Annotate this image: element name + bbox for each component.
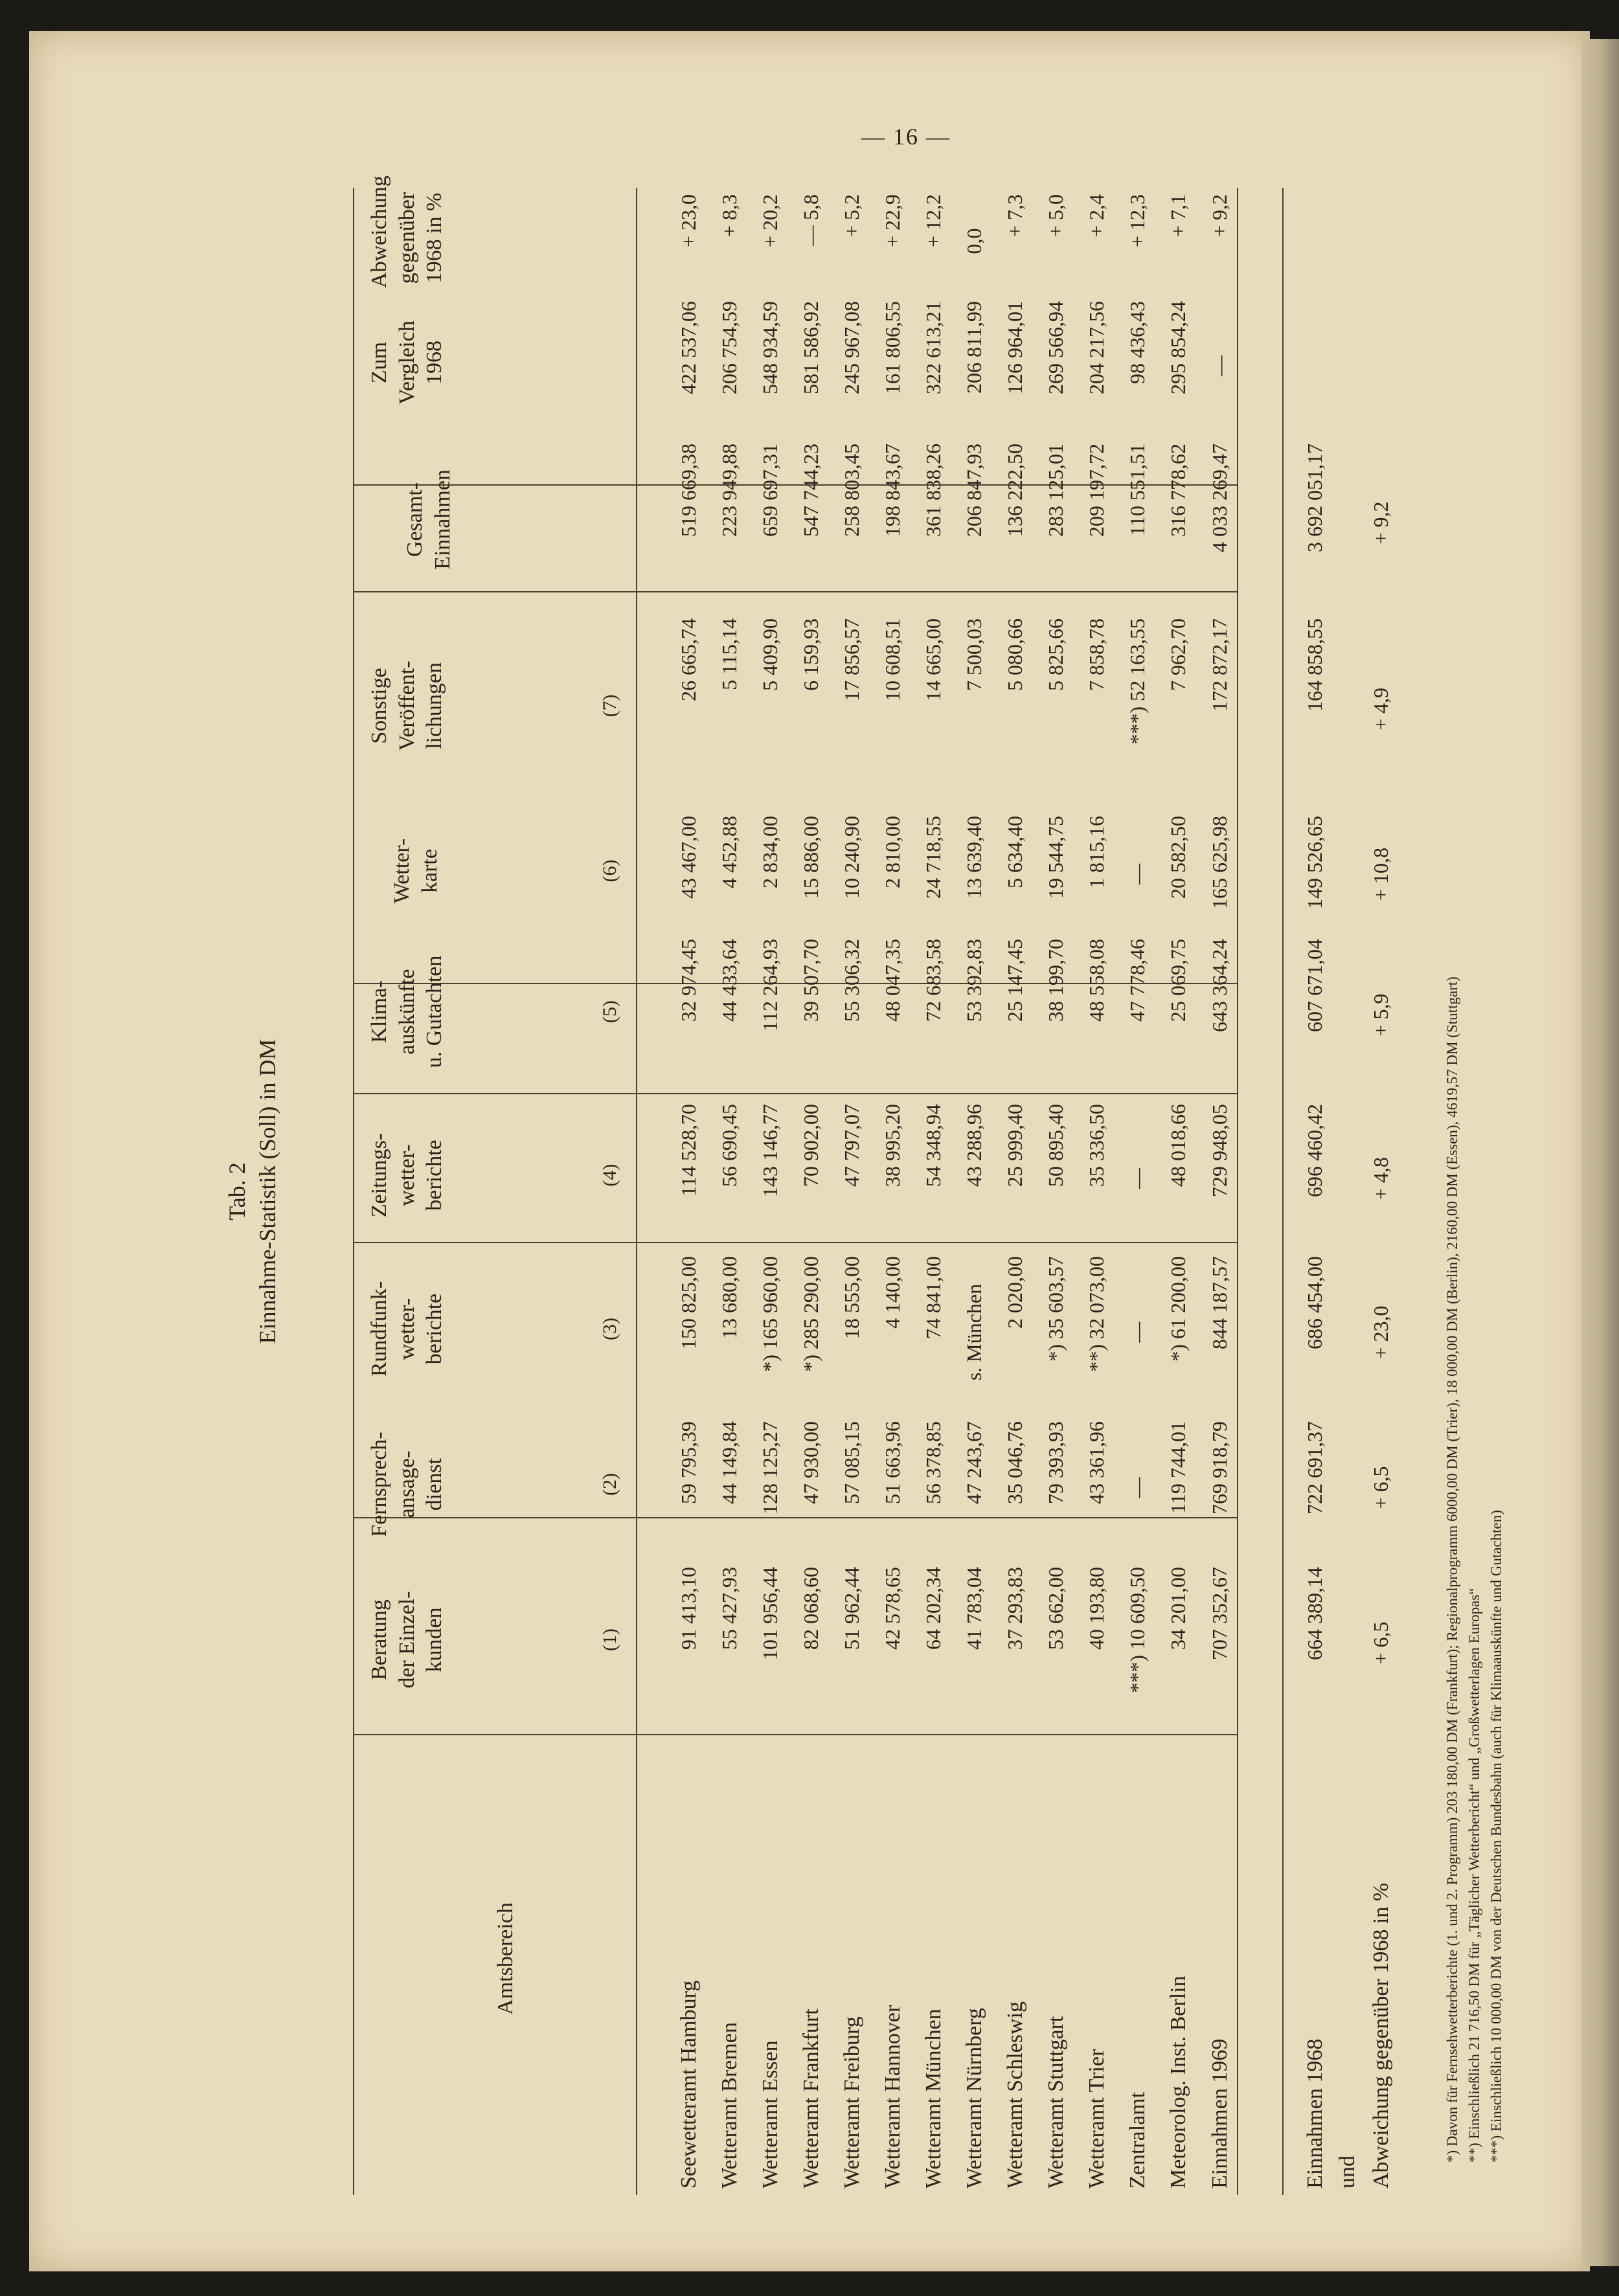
- column-header: Zum Vergleich 1968: [367, 321, 446, 405]
- column-header: Zeitungs- wetter- berichte: [367, 1132, 446, 1218]
- footnote: **) Einschließlich 21 716,50 DM für „Täglicher Wetterbericht“ und „Großwetterlagen Europas“: [1466, 1588, 1482, 2163]
- table-row-cell: 126 964,01: [1003, 301, 1026, 394]
- table-row-cell: 7 858,78: [1085, 618, 1108, 691]
- table-row-label: Zentralamt: [1126, 2091, 1149, 2189]
- column-header: Sonstige Veröffent- lichungen: [367, 660, 446, 751]
- total-1968-row-cell: 607 671,04: [1303, 939, 1326, 1032]
- table-row-cell: 245 967,08: [840, 301, 863, 394]
- table-row-cell: *) 61 200,00: [1166, 1256, 1190, 1362]
- table-row-cell: 209 197,72: [1085, 444, 1108, 537]
- table-row-label: Wetteramt München: [922, 2009, 945, 2189]
- table-row-cell: 70 902,00: [799, 1104, 822, 1187]
- column-header: Gesamt- Einnahmen: [403, 469, 455, 570]
- column-header: Rundfunk- wetter- berichte: [367, 1281, 446, 1377]
- column-header: Wetter- karte: [390, 838, 442, 904]
- table-row-cell: 43 467,00: [677, 816, 700, 899]
- table-row-cell: —: [1126, 1477, 1149, 1498]
- table-row-cell: 143 146,77: [758, 1104, 782, 1197]
- table-row-cell: —: [1126, 864, 1149, 884]
- table-row-cell: 44 433,64: [718, 939, 741, 1022]
- table-row-cell: 42 578,65: [881, 1567, 904, 1650]
- table-row-cell: 204 217,56: [1085, 301, 1108, 394]
- table-row-cell: 295 854,24: [1166, 301, 1190, 394]
- table-row-cell: 35 336,50: [1085, 1104, 1108, 1187]
- table-row-cell: 269 566,94: [1044, 301, 1067, 394]
- table-row-cell: 316 778,62: [1166, 444, 1190, 537]
- table-row-cell: *) 35 603,57: [1044, 1256, 1067, 1362]
- table-row-cell: 82 068,60: [799, 1567, 822, 1650]
- table-row-cell: 519 669,38: [677, 444, 700, 537]
- table-row-cell: 547 744,23: [799, 444, 822, 537]
- footnote: *) Davon für Fernsehwetterberichte (1. und 2. Programm) 203 180,00 DM (Frankfurt); Regionalprogramm 6000,00 DM (Trier), 18 000,00 DM (Berlin), 2160,00 DM (Essen), 4619,57 DM (Stuttgart): [1444, 976, 1460, 2163]
- table-row-cell: 37 293,83: [1003, 1567, 1026, 1650]
- table-row-cell: 361 838,26: [922, 444, 945, 537]
- table-row-cell: 91 413,10: [677, 1567, 700, 1650]
- table-row-cell: 5 115,14: [718, 618, 741, 690]
- table-row-cell: 51 663,96: [881, 1421, 904, 1504]
- table-row-cell: 32 974,45: [677, 939, 700, 1022]
- table-row-cell: 4 140,00: [881, 1256, 904, 1329]
- table-row-cell: 4 452,88: [718, 816, 741, 888]
- deviation-cell: + 6,5: [1369, 1466, 1392, 1509]
- table-row-cell: 55 306,32: [840, 939, 863, 1022]
- table-row-cell: + 2,4: [1085, 194, 1108, 238]
- table-row-cell: s. München: [962, 1283, 986, 1381]
- total-1968-row-cell: 722 691,37: [1303, 1421, 1326, 1514]
- table-row-cell: *) 285 290,00: [799, 1256, 822, 1372]
- table-row-cell: 41 783,04: [962, 1567, 986, 1650]
- table-row-cell: 24 718,55: [922, 816, 945, 899]
- table-row-cell: 5 080,66: [1003, 618, 1026, 691]
- column-header: Abweichung gegenüber 1968 in %: [367, 175, 446, 288]
- table-row-cell: + 12,2: [922, 194, 945, 248]
- table-row-cell: 2 834,00: [758, 816, 782, 888]
- table-row-cell: 581 586,92: [799, 301, 822, 394]
- table-row-cell: 15 886,00: [799, 816, 822, 899]
- footnote: ***) Einschließlich 10 000,00 DM von der Deutschen Bundesbahn (auch für Klimaauskünfte und Gutachten): [1488, 1510, 1504, 2163]
- table-row-cell: 283 125,01: [1044, 444, 1067, 537]
- table-row-label: Wetteramt Essen: [758, 2040, 782, 2189]
- table-row-cell: + 7,3: [1003, 194, 1026, 238]
- table-row-cell: 38 199,70: [1044, 939, 1067, 1022]
- column-number: (5): [599, 1000, 620, 1023]
- table-row-cell: 39 507,70: [799, 939, 822, 1022]
- total-1969-row-cell: + 9,2: [1208, 194, 1231, 238]
- deviation-cell: + 9,2: [1369, 501, 1392, 545]
- table-row-label: Wetteramt Freiburg: [840, 2016, 864, 2189]
- total-1969-row-cell: 844 187,57: [1208, 1256, 1231, 1349]
- table-row-cell: 18 555,00: [840, 1256, 863, 1339]
- column-header: Beratung der Einzel- kunden: [367, 1591, 446, 1689]
- table-row-cell: 7 962,70: [1166, 618, 1190, 691]
- total-1969-row-cell: —: [1208, 355, 1231, 376]
- table-row-cell: 43 288,96: [962, 1104, 986, 1187]
- table-row-cell: 17 856,57: [840, 618, 863, 701]
- table-row-label: Meteorolog. Inst. Berlin: [1166, 1975, 1190, 2189]
- deviation-label-line2: Abweichung gegenüber 1968 in %: [1369, 1882, 1393, 2189]
- total-1969-row-cell: 643 364,24: [1208, 939, 1231, 1032]
- table-row-cell: 38 995,20: [881, 1104, 904, 1187]
- table-row-label: Wetteramt Hannover: [881, 2005, 905, 2189]
- rule-top: [353, 188, 354, 2195]
- column-header: Klima- auskünfte u. Gutachten: [367, 955, 446, 1068]
- table-row-cell: 206 754,59: [718, 301, 741, 394]
- table-row-cell: 72 683,58: [922, 939, 945, 1022]
- column-number: (1): [599, 1628, 620, 1651]
- table-row-cell: 14 665,00: [922, 618, 945, 701]
- table-row-cell: + 7,1: [1166, 194, 1190, 238]
- col-sep-4: [353, 1093, 1237, 1094]
- table-row-cell: 13 639,40: [962, 816, 986, 899]
- total-1968-row-cell: 3 692 051,17: [1303, 444, 1326, 552]
- table-row-cell: 55 427,93: [718, 1567, 741, 1650]
- table-row-cell: 223 949,88: [718, 444, 741, 537]
- table-row-cell: ***) 52 163,55: [1126, 618, 1149, 745]
- table-row-cell: 47 797,07: [840, 1104, 863, 1187]
- table-row-cell: 53 392,83: [962, 939, 986, 1022]
- table-row-cell: + 5,2: [840, 194, 863, 238]
- table-row-cell: 258 803,45: [840, 444, 863, 537]
- total-1968-row-cell: 164 858,55: [1303, 618, 1326, 712]
- table-row-cell: 13 680,00: [718, 1256, 741, 1339]
- table-row-cell: 150 825,00: [677, 1256, 700, 1349]
- table-row-cell: 25 999,40: [1003, 1104, 1026, 1187]
- deviation-cell: + 4,8: [1369, 1156, 1392, 1200]
- total-1969-row-cell: 729 948,05: [1208, 1104, 1231, 1197]
- table-row-label: Wetteramt Bremen: [718, 2022, 742, 2189]
- table-row-cell: 19 544,75: [1044, 816, 1067, 899]
- table-row-cell: 0,0: [962, 228, 986, 254]
- column-number: (6): [599, 859, 620, 883]
- table-title: Einnahme-Statistik (Soll) in DM: [255, 1039, 280, 1344]
- table-row-cell: 48 047,35: [881, 939, 904, 1022]
- table-row-cell: 34 201,00: [1166, 1567, 1190, 1650]
- total-1968-row-cell: 686 454,00: [1303, 1256, 1326, 1349]
- table-row-cell: 53 662,00: [1044, 1567, 1067, 1650]
- table-row-cell: 198 843,67: [881, 444, 904, 537]
- table-row-cell: *) 165 960,00: [758, 1256, 782, 1372]
- total-1969-row-label: Einnahmen 1969: [1208, 2038, 1232, 2189]
- table-row-cell: 44 149,84: [718, 1421, 741, 1504]
- table-row-cell: 54 348,94: [922, 1104, 945, 1187]
- table-row-cell: — 5,8: [799, 194, 822, 246]
- rule-header: [636, 188, 637, 2195]
- table-row-cell: 101 956,44: [758, 1567, 782, 1660]
- table-row-cell: 5 825,66: [1044, 618, 1067, 691]
- table-row-cell: + 22,9: [881, 194, 904, 248]
- total-1969-row-cell: 172 872,17: [1208, 618, 1231, 712]
- deviation-cell: + 4,9: [1369, 687, 1392, 731]
- page-number: — 16 —: [861, 124, 951, 150]
- table-row-cell: 79 393,93: [1044, 1421, 1067, 1504]
- column-number: (4): [599, 1164, 620, 1187]
- total-1969-row-cell: 769 918,79: [1208, 1421, 1231, 1514]
- table-row-cell: 161 806,55: [881, 301, 904, 394]
- table-row-label: Wetteramt Schleswig: [1003, 2001, 1027, 2189]
- table-row-label: Wetteramt Trier: [1085, 2049, 1109, 2189]
- rule-total: [1237, 188, 1238, 2195]
- table-row-cell: 56 690,45: [718, 1104, 741, 1187]
- table-row-cell: 25 069,75: [1166, 939, 1190, 1022]
- table-row-cell: 7 500,03: [962, 618, 986, 691]
- table-row-cell: 548 934,59: [758, 301, 782, 394]
- table-row-cell: —: [1126, 1322, 1149, 1343]
- table-row-cell: 59 795,39: [677, 1421, 700, 1504]
- deviation-cell: + 6,5: [1369, 1621, 1392, 1665]
- table-row-cell: 322 613,21: [922, 301, 945, 394]
- table-row-label: Seewetteramt Hamburg: [677, 1980, 701, 2189]
- table-row-cell: 40 193,80: [1085, 1567, 1108, 1650]
- table-row-cell: 114 528,70: [677, 1104, 700, 1197]
- table-row-cell: 48 018,66: [1166, 1104, 1190, 1187]
- table-row-cell: 110 551,51: [1126, 444, 1149, 536]
- table-row-cell: 422 537,06: [677, 301, 700, 394]
- table-caption: Tab. 2: [224, 1162, 250, 1221]
- deviation-cell: + 23,0: [1369, 1305, 1392, 1359]
- column-number: (7): [599, 694, 620, 717]
- table-row-cell: 64 202,34: [922, 1567, 945, 1650]
- table-row-cell: 5 634,40: [1003, 816, 1026, 888]
- table-row-cell: 206 847,93: [962, 444, 986, 537]
- table-row-cell: 20 582,50: [1166, 816, 1190, 899]
- table-row-cell: 47 930,00: [799, 1421, 822, 1504]
- table-row-cell: 128 125,27: [758, 1421, 782, 1514]
- total-1969-row-cell: 4 033 269,47: [1208, 444, 1231, 552]
- table-row-cell: 10 608,51: [881, 618, 904, 701]
- table-row-label: Wetteramt Frankfurt: [799, 2009, 823, 2189]
- table-row-cell: 2 810,00: [881, 816, 904, 888]
- table-row-cell: 26 665,74: [677, 618, 700, 701]
- total-1968-row-cell: 664 389,14: [1303, 1567, 1326, 1660]
- total-1969-row-cell: 707 352,67: [1208, 1567, 1231, 1660]
- total-1969-row-cell: 165 625,98: [1208, 816, 1231, 909]
- table-row-cell: 51 962,44: [840, 1567, 863, 1650]
- rotated-table-region: [224, 175, 1600, 2195]
- deviation-cell: + 5,9: [1369, 993, 1392, 1037]
- table-row-cell: 35 046,76: [1003, 1421, 1026, 1504]
- table-row-cell: 5 409,90: [758, 618, 782, 691]
- table-row-cell: 43 361,96: [1085, 1421, 1108, 1504]
- table-row-cell: 659 697,31: [758, 444, 782, 537]
- table-row-cell: 50 895,40: [1044, 1104, 1067, 1187]
- table-row-cell: 10 240,90: [840, 816, 863, 899]
- table-row-cell: + 23,0: [677, 194, 700, 248]
- deviation-cell: + 10,8: [1369, 847, 1392, 901]
- table-row-cell: 74 841,00: [922, 1256, 945, 1339]
- total-1968-row-cell: 696 460,42: [1303, 1104, 1326, 1197]
- table-row-cell: 25 147,45: [1003, 939, 1026, 1022]
- table-row-cell: 1 815,16: [1085, 816, 1108, 888]
- table-row-cell: 56 378,85: [922, 1421, 945, 1504]
- table-row-cell: 206 811,99: [962, 301, 986, 394]
- total-1968-row-label: Einnahmen 1968: [1303, 2038, 1327, 2189]
- table-row-cell: 48 558,08: [1085, 939, 1108, 1022]
- rule-1968: [1282, 188, 1284, 2195]
- table-row-cell: 2 020,00: [1003, 1256, 1026, 1329]
- table-row-cell: **) 32 073,00: [1085, 1256, 1108, 1372]
- table-row-cell: 47 778,46: [1126, 939, 1149, 1022]
- table-row-cell: 6 159,93: [799, 618, 822, 691]
- table-row-cell: + 8,3: [718, 194, 741, 238]
- table-row-cell: 47 243,67: [962, 1421, 986, 1504]
- table-row-cell: 112 264,93: [758, 939, 782, 1031]
- table-row-cell: ***) 10 609,50: [1126, 1567, 1149, 1693]
- table-row-cell: 98 436,43: [1126, 301, 1149, 384]
- table-row-cell: + 5,0: [1044, 194, 1067, 238]
- column-header: Amtsbereich: [493, 1902, 517, 2015]
- column-number: (2): [599, 1473, 620, 1496]
- col-sep-1: [353, 1734, 1237, 1735]
- table-row-cell: 57 085,15: [840, 1421, 863, 1504]
- table-row-label: Wetteramt Stuttgart: [1044, 2016, 1068, 2189]
- table-row-cell: 136 222,50: [1003, 444, 1026, 537]
- total-1968-row-cell: 149 526,65: [1303, 816, 1326, 909]
- table-row-cell: —: [1126, 1168, 1149, 1189]
- table-row-cell: + 12,3: [1126, 194, 1149, 248]
- deviation-label-line1: und: [1335, 2155, 1359, 2189]
- column-header: Fernsprech- ansage- dienst: [367, 1432, 446, 1537]
- table-row-cell: 119 744,01: [1166, 1421, 1190, 1514]
- column-number: (3): [599, 1318, 620, 1340]
- table-row-label: Wetteramt Nürnberg: [962, 2008, 986, 2189]
- table-row-cell: + 20,2: [758, 194, 782, 248]
